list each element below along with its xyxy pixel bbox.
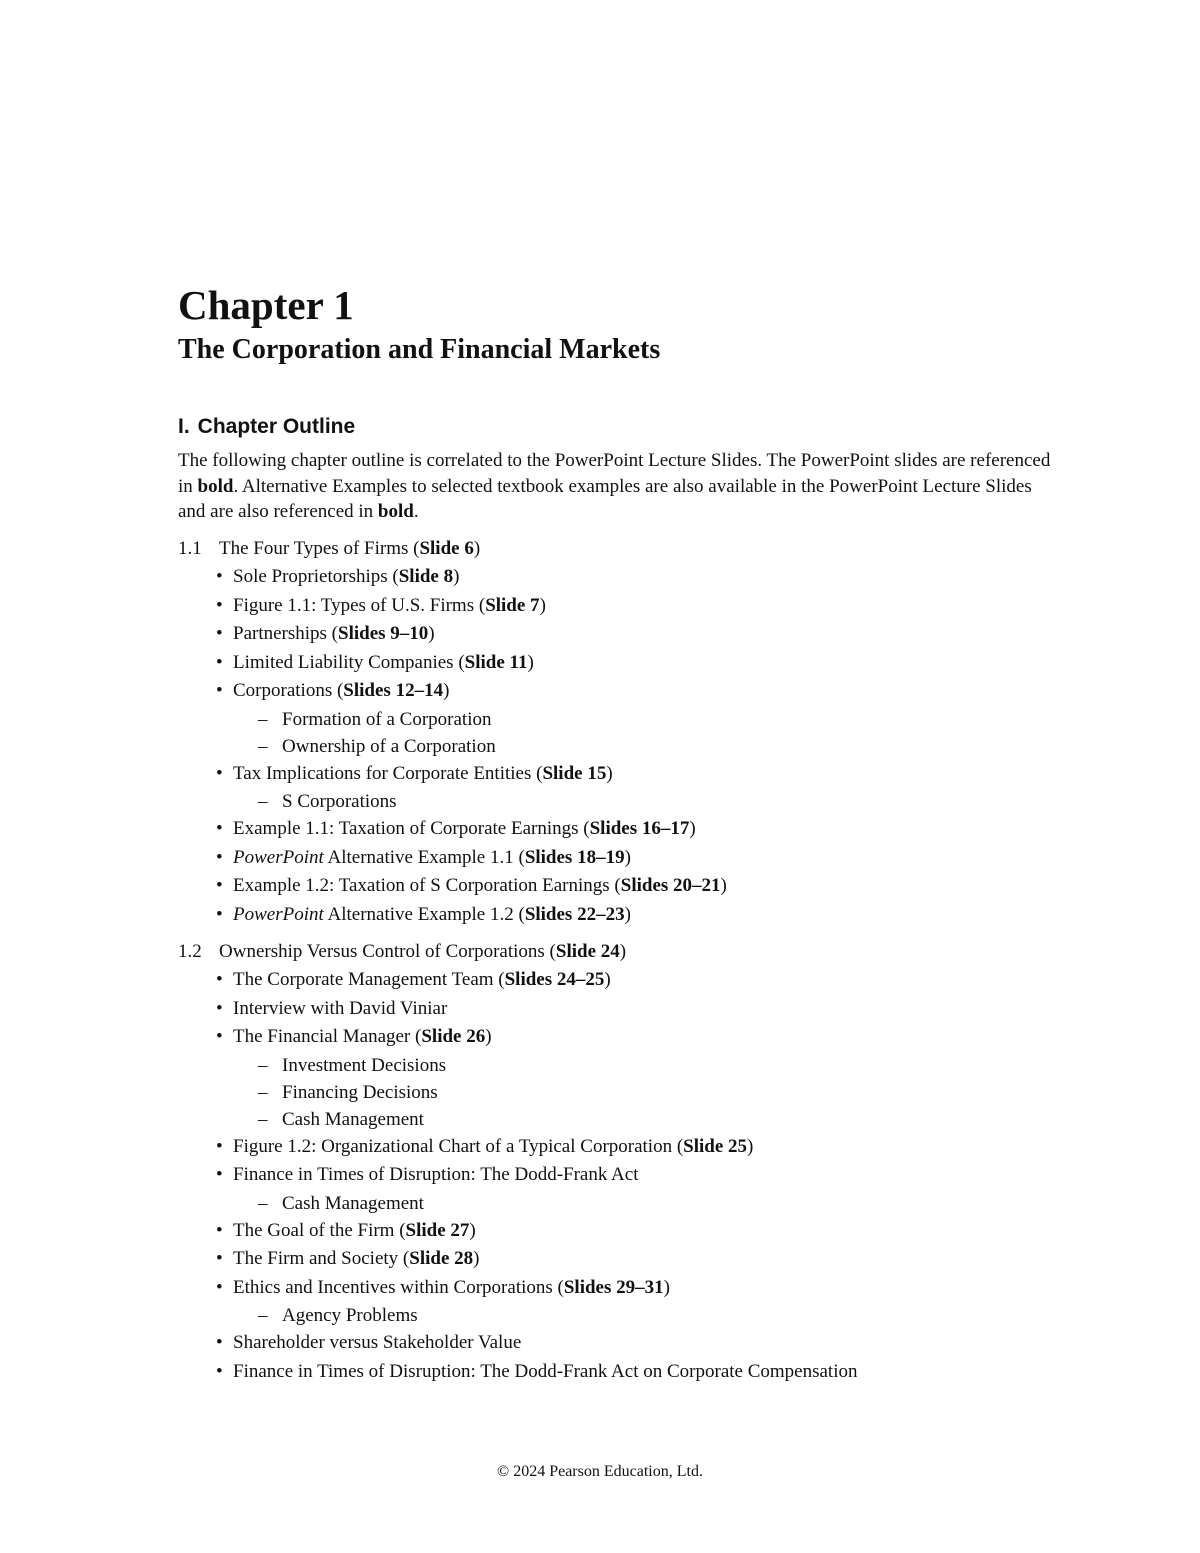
outline-item [178,844,1078,873]
slide-ref: Slide 6 [419,538,474,559]
intro-bold-word: bold [197,475,234,497]
outline-subitem [178,1079,1078,1106]
outline-item [178,1329,1078,1358]
subitem-text: Agency Problems [282,1305,418,1326]
slide-ref: Slide 8 [398,566,454,587]
item-text: Figure 1.2: Organizational Chart of a Typical Corporation ( [233,1135,684,1157]
paren: ) [720,875,727,896]
bullet-icon: • [216,1360,223,1382]
dash-icon: – [258,1305,268,1326]
outline-item [178,1161,1078,1190]
bullet-icon: • [216,594,223,616]
slide-ref: Slide 24 [555,941,620,962]
item-text: Limited Liability Companies ( [233,651,465,673]
paren: ) [473,1248,480,1269]
outline-item [178,563,1078,592]
slide-ref: Slide 26 [421,1026,486,1047]
slide-ref: Slides 20–21 [620,875,721,896]
dash-icon: – [258,1054,268,1076]
paren: ) [539,594,546,616]
subitem-text: Formation of a Corporation [282,708,492,730]
paren: ) [663,1276,670,1298]
paren: ) [473,538,481,559]
item-text: The Goal of the Firm ( [233,1219,406,1241]
outline-subitem [178,1106,1078,1133]
outline-section-1-1 [178,535,1078,563]
item-text: Alternative Example 1.2 ( [323,903,525,925]
dash-icon: – [258,1108,268,1130]
outline-item [178,620,1078,649]
bullet-icon: • [216,846,223,868]
bullet-icon: • [216,1026,223,1047]
bullet-icon: • [216,1135,223,1157]
chapter-outline [178,535,1078,1386]
outline-item [178,592,1078,621]
subitem-text: Cash Management [282,1192,424,1214]
outline-item [178,760,1078,789]
item-text: Partnerships ( [233,623,339,644]
intro-bold-word: bold [377,501,414,522]
dash-icon: – [258,791,268,812]
slide-ref: Slides 29–31 [563,1276,664,1298]
slide-ref: Slide 11 [464,651,528,673]
slide-ref: Slides 16–17 [589,818,690,839]
bullet-icon: • [216,651,223,673]
paren: ) [624,846,631,868]
item-text: Figure 1.1: Types of U.S. Firms ( [233,594,486,616]
slide-ref: Slide 25 [683,1135,748,1157]
outline-item [178,649,1078,678]
item-text: Finance in Times of Disruption: The Dodd-Frank Act on Corporate Compensation [233,1360,858,1382]
chapter-title: Chapter 1 [178,282,354,328]
item-text: The Firm and Society ( [233,1248,410,1269]
item-text: Tax Implications for Corporate Entities ( [233,762,543,784]
item-text: The Financial Manager ( [233,1026,422,1047]
item-text: Corporations ( [233,680,344,701]
slide-ref: Slides 9–10 [338,623,429,644]
bullet-icon: • [216,680,223,701]
subitem-text: Financing Decisions [282,1081,438,1103]
item-text: Ethics and Incentives within Corporations ( [233,1276,564,1298]
italic-label: PowerPoint [233,903,324,925]
paren: ) [689,818,696,839]
outline-subitem [178,706,1078,733]
bullet-icon: • [216,903,223,925]
chapter-subtitle: The Corporation and Financial Markets [178,334,661,365]
outline-subitem [178,733,1078,760]
outline-item [178,995,1078,1024]
paren: ) [527,651,534,673]
outline-item [178,1358,1078,1387]
bullet-icon: • [216,997,223,1019]
bullet-icon: • [216,875,223,896]
subitem-text: Investment Decisions [282,1054,447,1076]
italic-label: PowerPoint [233,846,324,868]
item-text: Finance in Times of Disruption: The Dodd-Frank Act [233,1164,639,1185]
outline-item [178,1023,1078,1052]
section-title: The Four Types of Firms ( [219,538,420,559]
bullet-icon: • [216,623,223,644]
section-title: Chapter Outline [197,415,356,438]
slide-ref: Slide 28 [409,1248,474,1269]
bullet-icon: • [216,1164,223,1185]
page-footer-copyright: © 2024 Pearson Education, Ltd. [497,1463,703,1480]
paren: ) [469,1219,476,1241]
section-title: Ownership Versus Control of Corporations ( [219,941,556,962]
bullet-icon: • [216,818,223,839]
bullet-icon: • [216,1219,223,1241]
paren: ) [428,623,435,644]
bullet-icon: • [216,1276,223,1298]
item-text: Example 1.2: Taxation of S Corporation Earnings ( [233,875,621,896]
subitem-text: Ownership of a Corporation [282,735,496,757]
subitem-text: S Corporations [282,791,397,812]
outline-item [178,1133,1078,1162]
section-number: 1.1 [178,538,202,559]
slide-ref: Slide 7 [485,594,540,616]
outline-item [178,815,1078,844]
paren: ) [624,903,631,925]
bullet-icon: • [216,969,223,990]
outline-item [178,1245,1078,1274]
paren: ) [606,762,613,784]
intro-text: . [413,501,419,522]
intro-text: . Alternative Examples to selected textbook examples are also available in the PowerPoint Lecture Slides and are also referenced in [178,475,1032,522]
dash-icon: – [258,735,268,757]
outline-item [178,872,1078,901]
bullet-icon: • [216,762,223,784]
paren: ) [604,969,611,990]
section-heading [178,413,355,441]
outline-subitem [178,1302,1078,1329]
item-text: Example 1.1: Taxation of Corporate Earnings ( [233,818,590,839]
paren: ) [453,566,460,587]
section-number: 1.2 [178,941,202,962]
slide-ref: Slide 15 [542,762,607,784]
bullet-icon: • [216,566,223,587]
paren: ) [747,1135,754,1157]
intro-paragraph [178,448,1058,525]
dash-icon: – [258,1192,268,1214]
outline-section-1-2 [178,938,1078,966]
section-number: I. [178,415,190,438]
intro-text: The following chapter outline is correlated to the PowerPoint Lecture Slides. The PowerPoint slides are referenced in [178,450,1051,497]
paren: ) [619,941,627,962]
slide-ref: Slide 27 [405,1219,470,1241]
item-text: The Corporate Management Team ( [233,969,505,990]
bullet-icon: • [216,1332,223,1353]
slide-ref: Slides 12–14 [343,680,444,701]
paren: ) [443,680,450,701]
slide-ref: Slides 18–19 [524,846,625,868]
outline-subitem [178,1190,1078,1217]
item-text: Shareholder versus Stakeholder Value [233,1332,522,1353]
outline-item [178,1217,1078,1246]
outline-subitem [178,1052,1078,1079]
item-text: Interview with David Viniar [233,997,448,1019]
bullet-icon: • [216,1248,223,1269]
outline-subitem [178,788,1078,815]
outline-item [178,1274,1078,1303]
item-text: Alternative Example 1.1 ( [323,846,525,868]
outline-item [178,677,1078,706]
item-text: Sole Proprietorships ( [233,566,399,587]
dash-icon: – [258,708,268,730]
subitem-text: Cash Management [282,1108,424,1130]
slide-ref: Slides 22–23 [524,903,625,925]
slide-ref: Slides 24–25 [504,969,605,990]
dash-icon: – [258,1081,268,1103]
outline-item [178,966,1078,995]
paren: ) [485,1026,492,1047]
outline-item [178,901,1078,930]
